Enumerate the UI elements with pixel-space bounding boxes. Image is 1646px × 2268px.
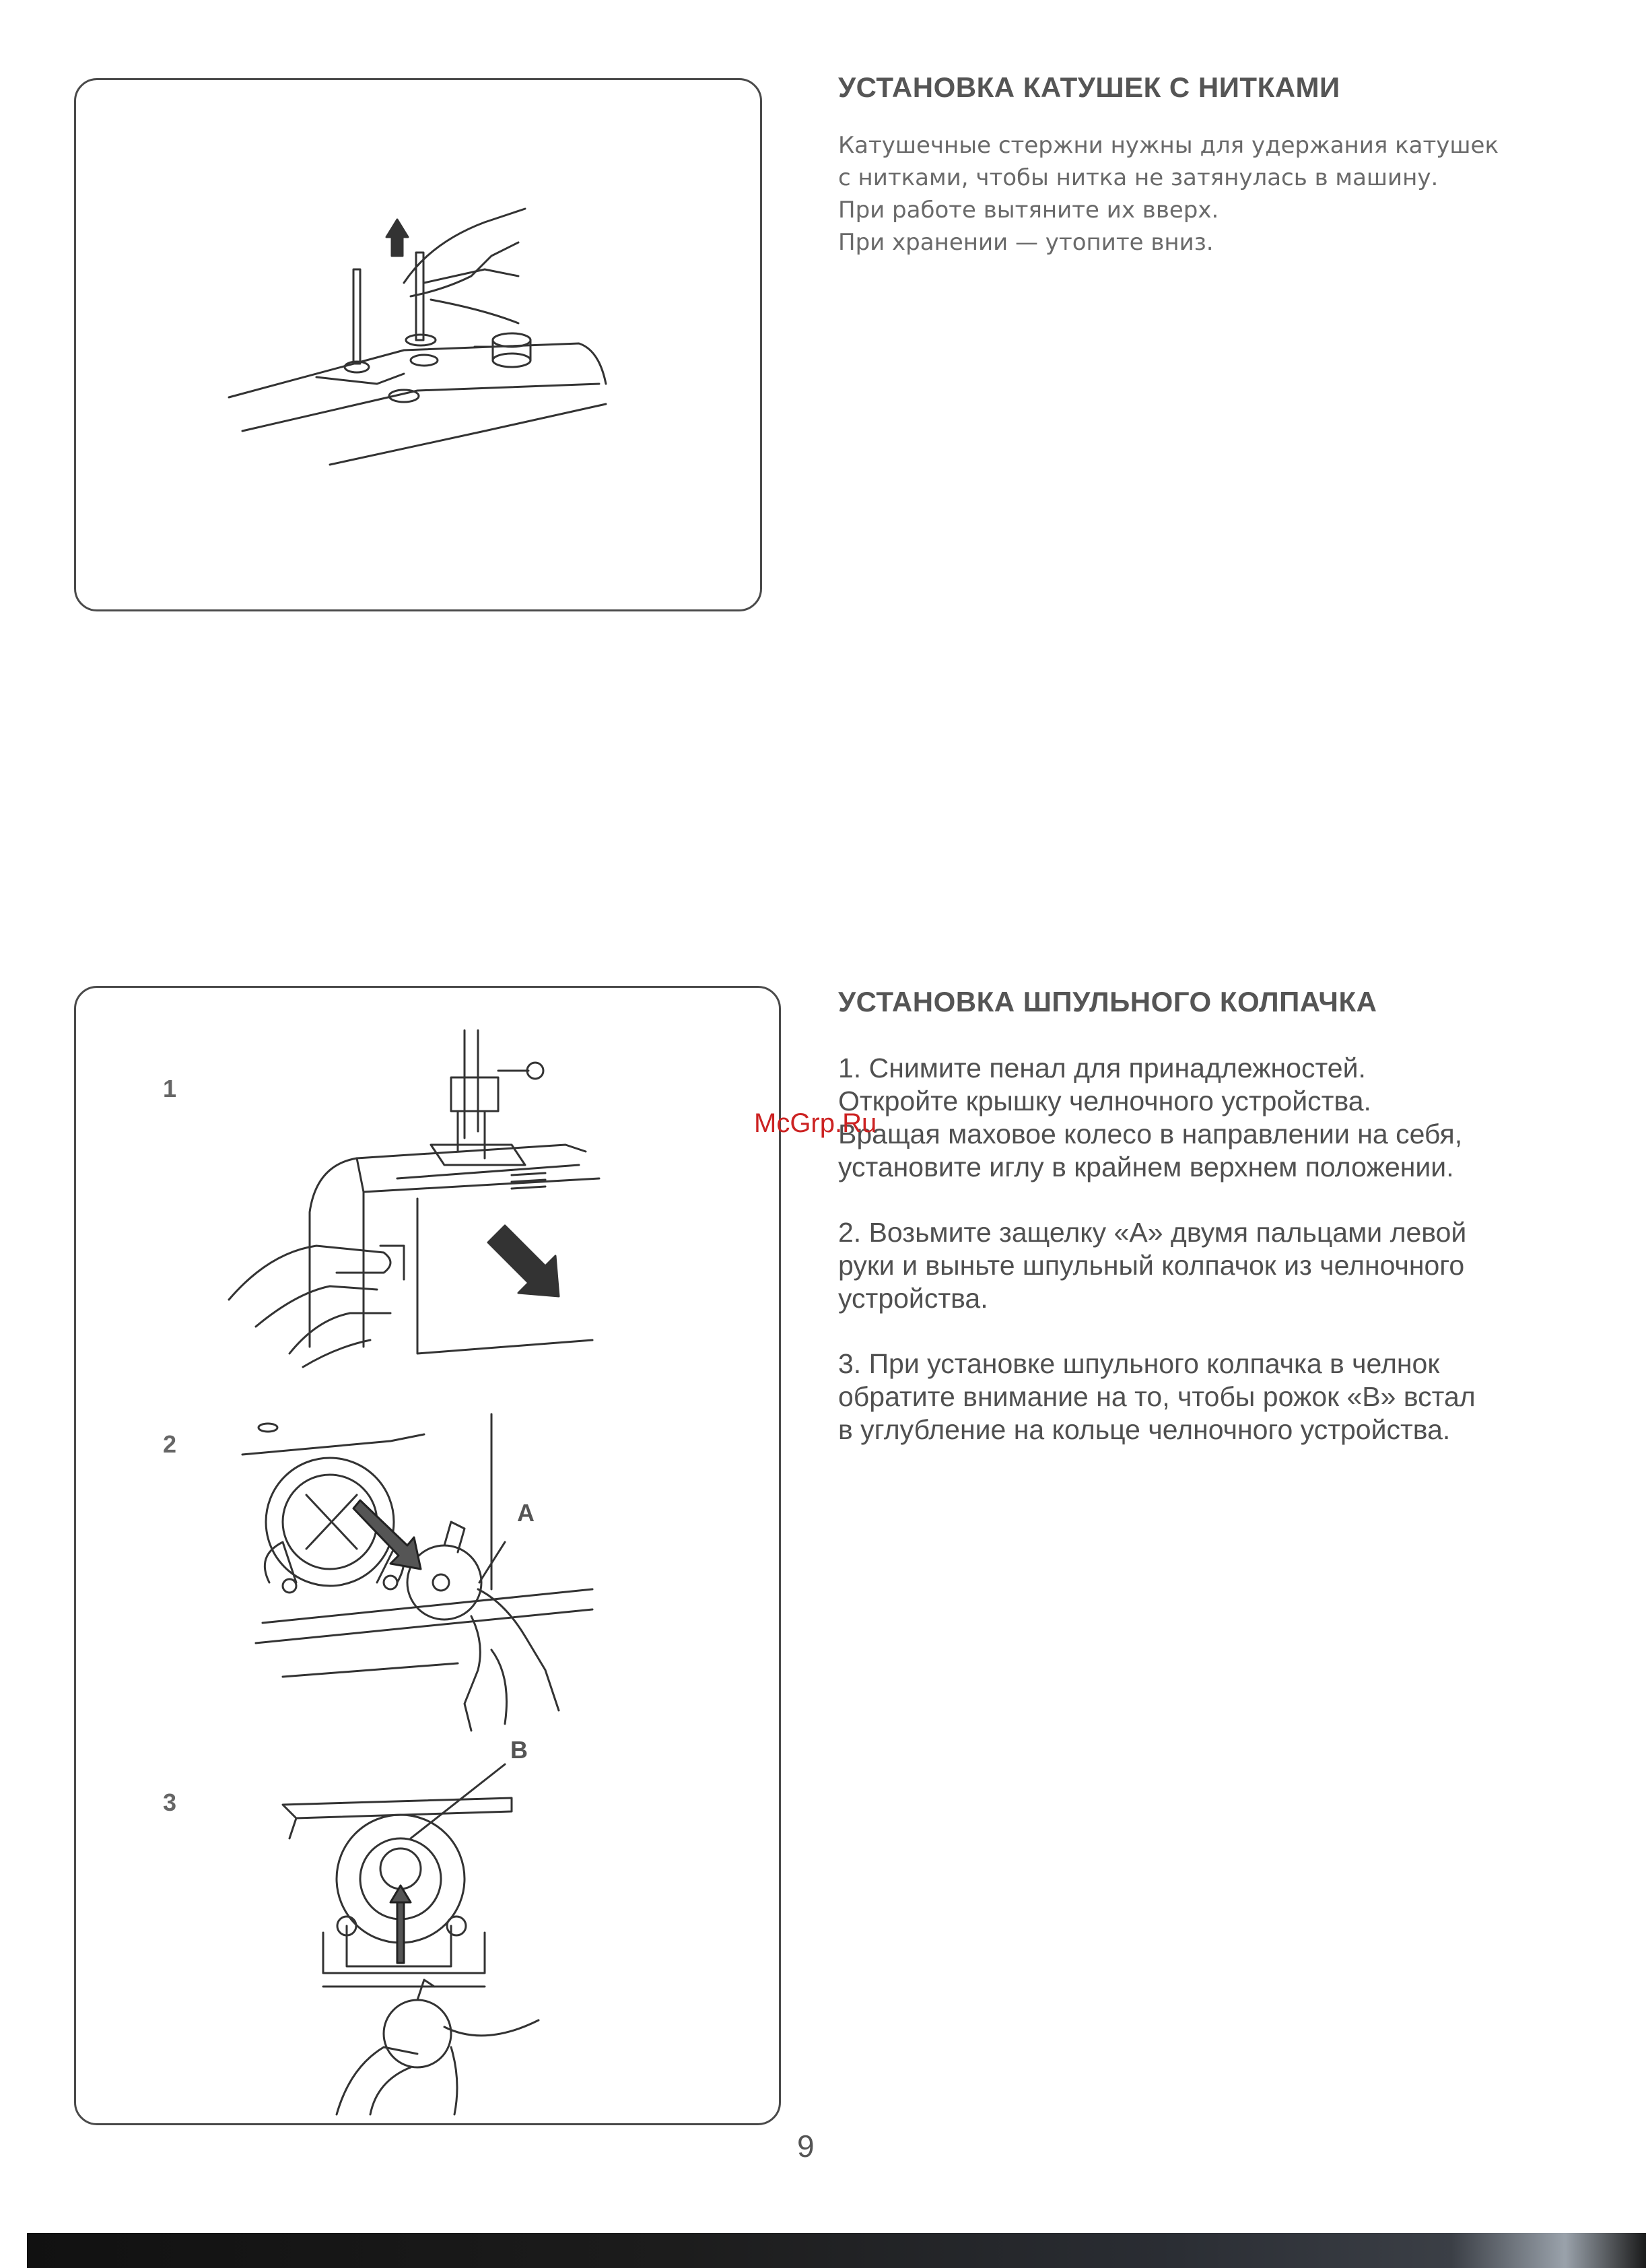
text-line: устройства.	[838, 1283, 988, 1314]
text-line: руки и выньте шпульный колпачок из челночного	[838, 1250, 1465, 1281]
bobbin-section-steps	[838, 1052, 1619, 1479]
bobbin-case-insertion-illustration	[283, 1764, 565, 2114]
figure-number-3: 3	[163, 1789, 177, 1816]
figure-number-1: 1	[163, 1075, 177, 1102]
spool-section-title: УСТАНОВКА КАТУШЕК С НИТКАМИ	[838, 71, 1340, 103]
text-line: обратите внимание на то, чтобы рожок «В» встал	[838, 1381, 1476, 1412]
text-line: 1. Снимите пенал для принадлежностей.	[838, 1053, 1366, 1083]
text-line: При работе вытяните их вверх.	[838, 197, 1219, 224]
text-line: Откройте крышку челночного устройства.	[838, 1086, 1371, 1116]
bobbin-cover-illustration	[229, 1030, 619, 1380]
text-line: 3. При установке шпульного колпачка в челнок	[838, 1348, 1440, 1379]
text-line: установите иглу в крайнем верхнем положении.	[838, 1152, 1454, 1182]
scan-edge-bar	[27, 2233, 1646, 2268]
bobbin-case-removal-illustration	[242, 1414, 606, 1737]
spool-pin-illustration	[202, 182, 633, 485]
text-line: с нитками, чтобы нитка не затянулась в машину.	[838, 164, 1439, 191]
label-a: A	[517, 1499, 535, 1527]
text-line: Вращая маховое колесо в направлении на себя,	[838, 1119, 1463, 1149]
figure-number-2: 2	[163, 1430, 177, 1458]
page-number: 9	[797, 2129, 815, 2164]
text-line: При хранении — утопите вниз.	[838, 229, 1214, 256]
watermark-link[interactable]: McGrp.Ru	[754, 1108, 877, 1138]
label-b: B	[510, 1736, 528, 1764]
step-paragraph-2	[838, 1216, 1619, 1315]
text-line: Катушечные стержни нужны для удержания катушек	[838, 132, 1499, 159]
text-line: в углубление на кольце челночного устройства.	[838, 1414, 1451, 1445]
step-paragraph-3	[838, 1347, 1619, 1446]
spool-section-text	[838, 129, 1579, 259]
text-line: 2. Возьмите защелку «А» двумя пальцами левой	[838, 1217, 1467, 1248]
bobbin-section-title: УСТАНОВКА ШПУЛЬНОГО КОЛПАЧКА	[838, 986, 1377, 1018]
step-paragraph-1	[838, 1052, 1619, 1184]
